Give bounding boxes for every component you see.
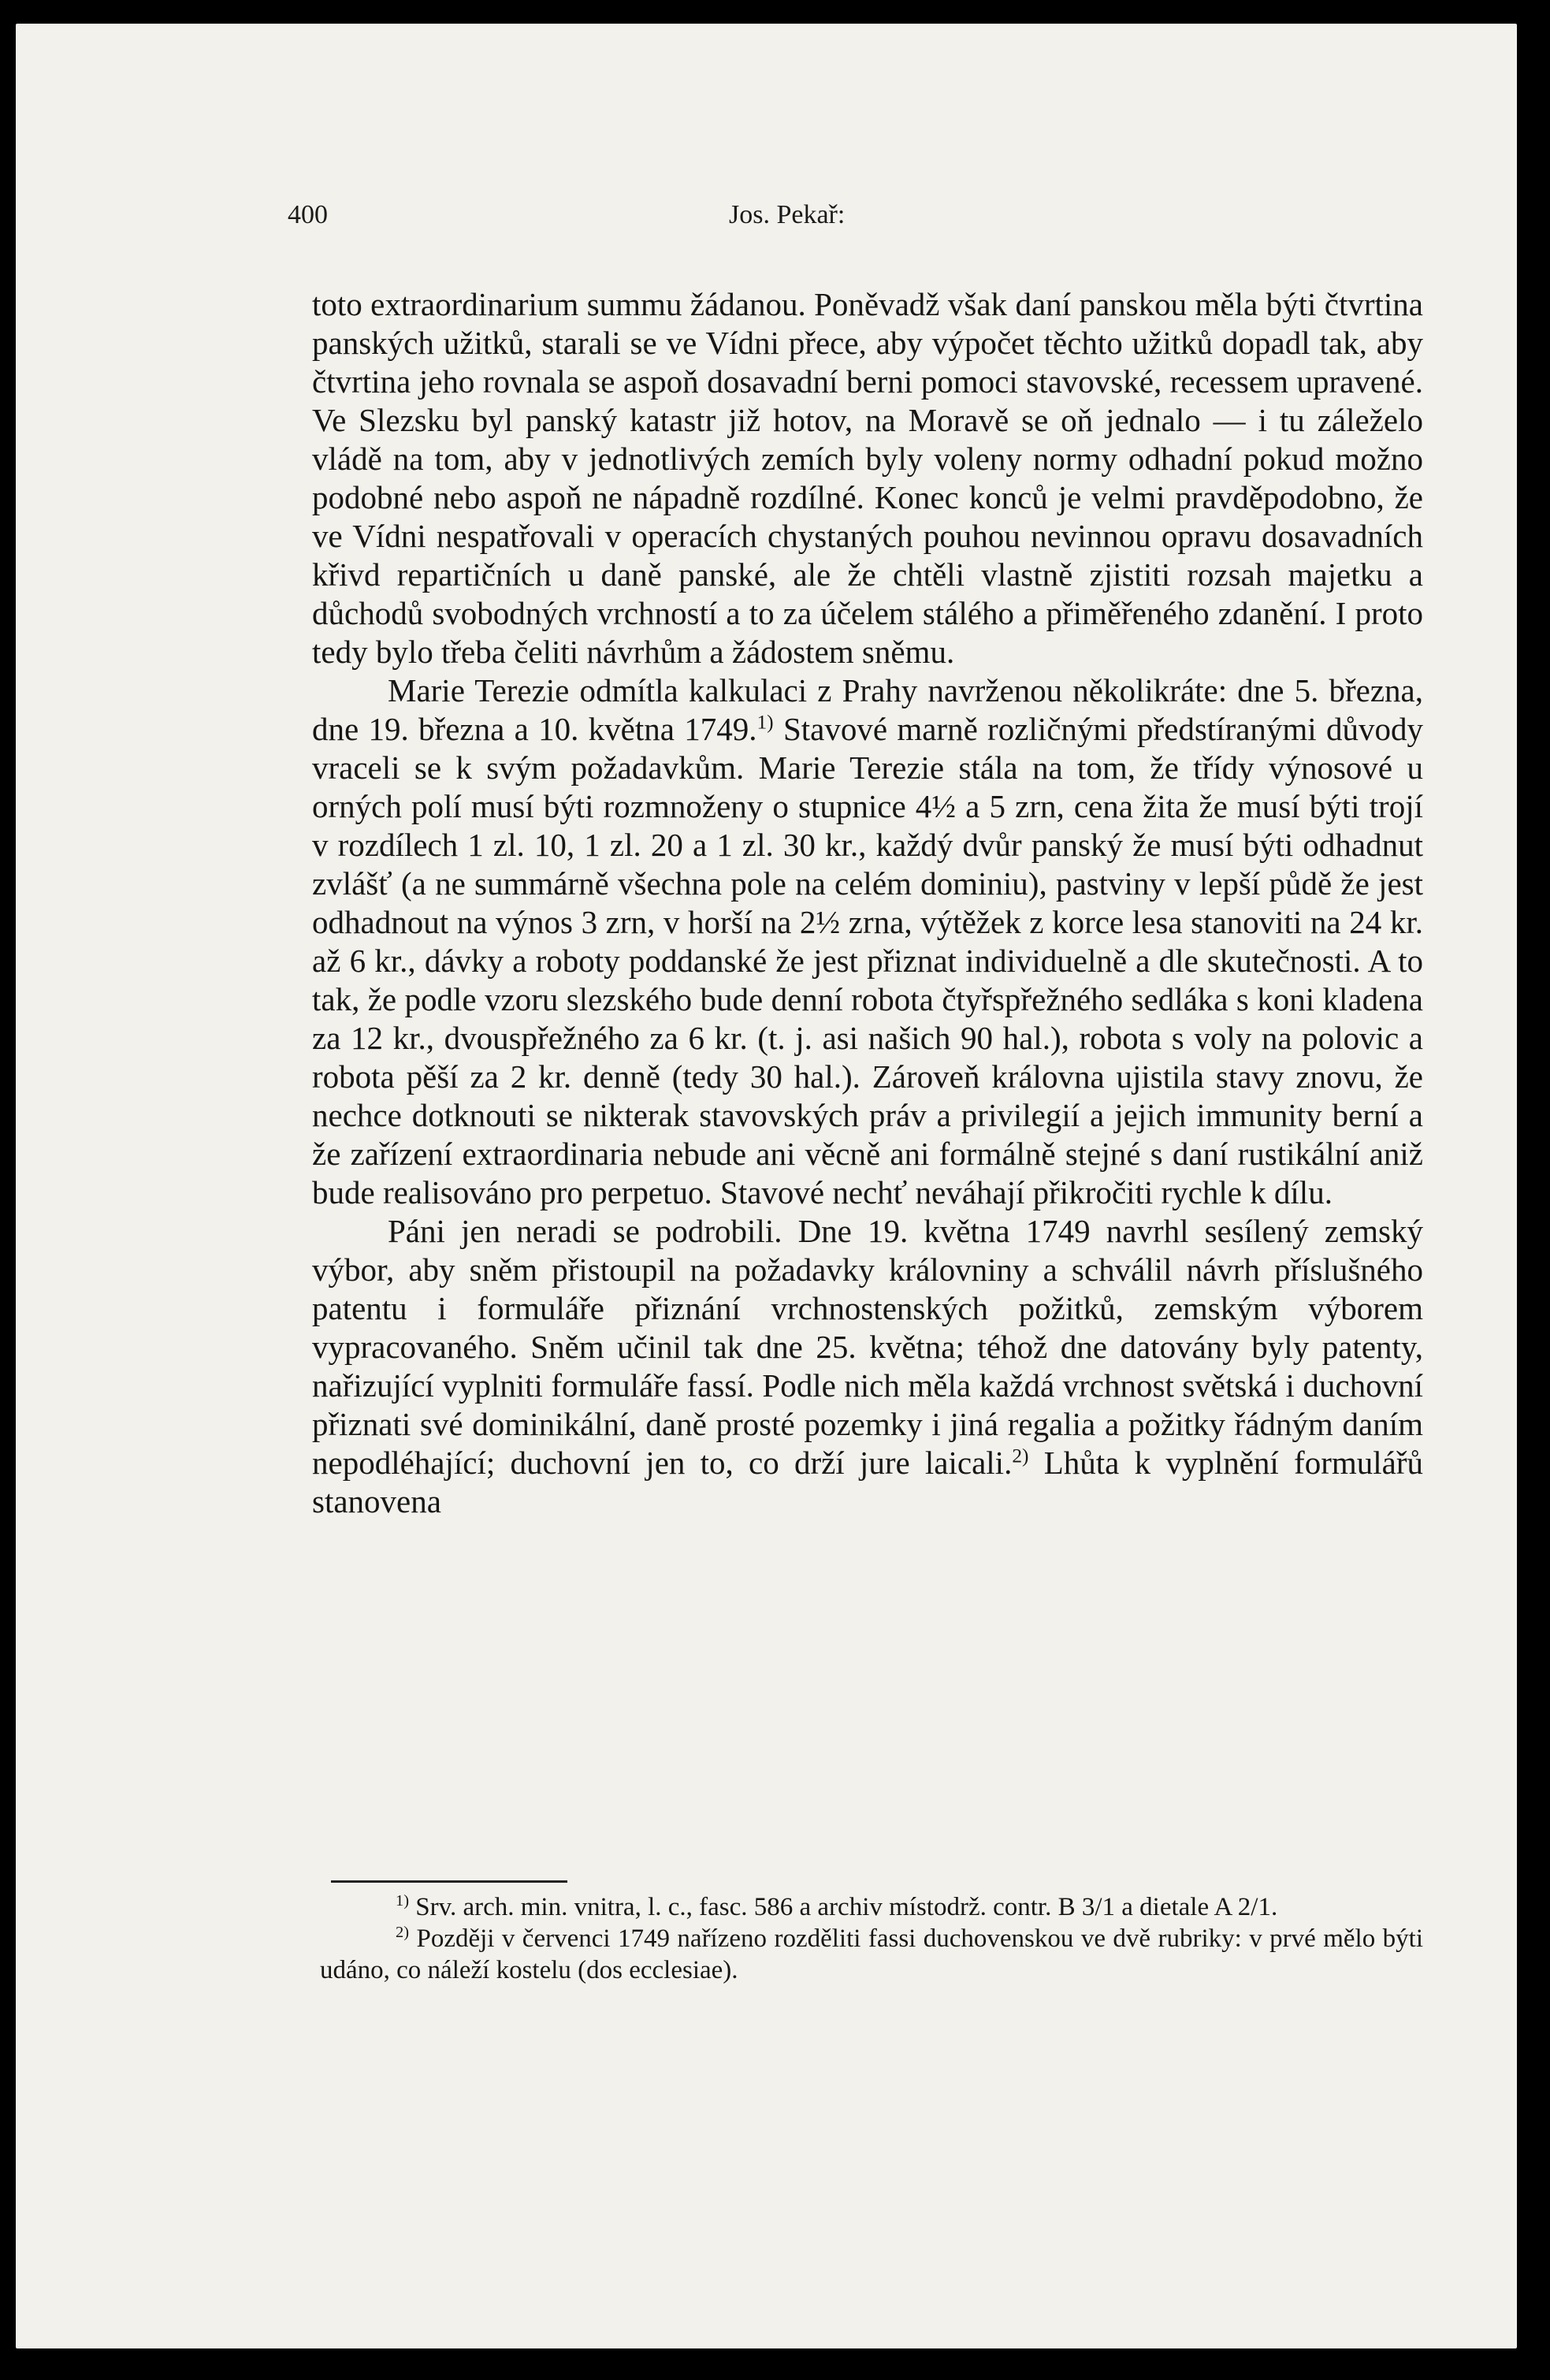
page-header (288, 200, 1434, 247)
paragraph-2-text-b: Stavové marně rozličnými předstíranými důvody vraceli se k svým požadavkům. Marie Terezie stála na tom, že třídy výnosové u orných polí musí býti rozmnoženy o stupnice 4½ a 5 zrn, cena žita že musí býti trojí v rozdílech 1 zl. 10, 1 zl. 20 a 1 zl. 30 kr., každý dvůr panský že musí býti odhadnut zvlášť (a ne summárně všechna pole na celém dominiu), pastviny v lepší půdě že jest odhadnout na výnos 3 zrn, v horší na 2½ zrna, výtěžek z korce lesa stanoviti na 24 kr. až 6 kr., dávky a roboty poddanské že jest přiznat individuelně a dle skutečnosti. A to tak, že podle vzoru slezského bude denní robota čtyřspřežného sedláka s koni kladena za 12 kr., dvouspřežného za 6 kr. (t. j. asi našich 90 hal.), robota s voly na polovic a robota pěší za 2 kr. denně (tedy 30 hal.). Zároveň královna ujistila stavy znovu, že nechce dotknouti se nikterak stavovských práv a privilegií a jejich immunity berní a že zařízení extraordinaria nebude ani věcně ani formálně stejné s daní rustikální aniž bude realisováno pro perpetuo. Stavové nechť neváhají přikročiti rychle k dílu. (312, 711, 1423, 1210)
paragraph-1-text: toto extraordinarium summu žádanou. Poněvadž však daní panskou měla býti čtvrtina panských užitků, starali se ve Vídni přece, aby výpočet těchto užitků dopadl tak, aby čtvrtina jeho rovnala se aspoň dosavadní berni pomoci stavovské, recessem upravené. Ve Slezsku byl panský katastr již hotov, na Moravě se oň jednalo — i tu záleželo vládě na tom, aby v jednotlivých zemích byly voleny normy odhadní pokud možno podobné nebo aspoň ne nápadně rozdílné. Konec konců je velmi pravděpodobno, že ve Vídni nespatřovali v operacích chystaných pouhou nevinnou opravu dosavadních křivd repartičních u daně panské, ale že chtěli vlastně zjistiti rozsah majetku a důchodů svobodných vrchností a to za účelem stálého a přiměřeného zdanění. I proto tedy bylo třeba čeliti návrhům a žádostem sněmu. (312, 286, 1423, 670)
paragraph-3-text-a: Páni jen neradi se podrobili. Dne 19. května 1749 navrhl sesílený zemský výbor, aby sněm přistoupil na požadavky královniny a schválil návrh příslušného patentu i formuláře přiznání vrchnostenských požitků, zemským výborem vypracovaného. Sněm učinil tak dne 25. května; téhož dne datovány byly patenty, nařizující vyplniti formuláře fassí. Podle nich měla každá vrchnost světská i duchovní přiznati své dominikální, daně prosté pozemky i jiná regalia a požitky řádným daním nepodléhající; duchovní jen to, co drží jure laicali. (312, 1213, 1423, 1481)
body-text (312, 285, 1423, 1521)
running-title: Jos. Pekař: (729, 200, 846, 229)
footnote-ref-1: 1) (756, 711, 774, 734)
footnote-ref-2: 2) (1012, 1445, 1029, 1467)
paragraph-3-text-b: Lhůta k vyplnění formulářů stanovena (312, 1445, 1424, 1519)
paragraph-2-text-a: Marie Terezie odmítla kalkulaci z Prahy navrženou několikráte: dne 5. března, dne 19. března a 10. května 1749. (312, 672, 1423, 747)
footnote-1-mark: 1) (396, 1892, 410, 1910)
footnote-2 (320, 1923, 1423, 1986)
footnote-2-text: Později v červenci 1749 nařízeno rozděliti fassi duchovenskou ve dvě rubriky: v prvé mělo býti udáno, co náleží kostelu (dos ecclesiae). (320, 1924, 1423, 1984)
footnote-divider (331, 1880, 567, 1883)
paragraph-3 (312, 1212, 1423, 1521)
footnote-1 (320, 1891, 1423, 1923)
page-number: 400 (288, 200, 328, 229)
paragraph-1 (312, 285, 1423, 671)
footnotes (320, 1891, 1423, 1986)
footnote-1-text: Srv. arch. min. vnitra, l. c., fasc. 586 a archiv místodrž. contr. B 3/1 a dietale A 2/1. (409, 1893, 1278, 1921)
paragraph-2 (312, 671, 1423, 1212)
footnote-2-mark: 2) (396, 1924, 410, 1941)
